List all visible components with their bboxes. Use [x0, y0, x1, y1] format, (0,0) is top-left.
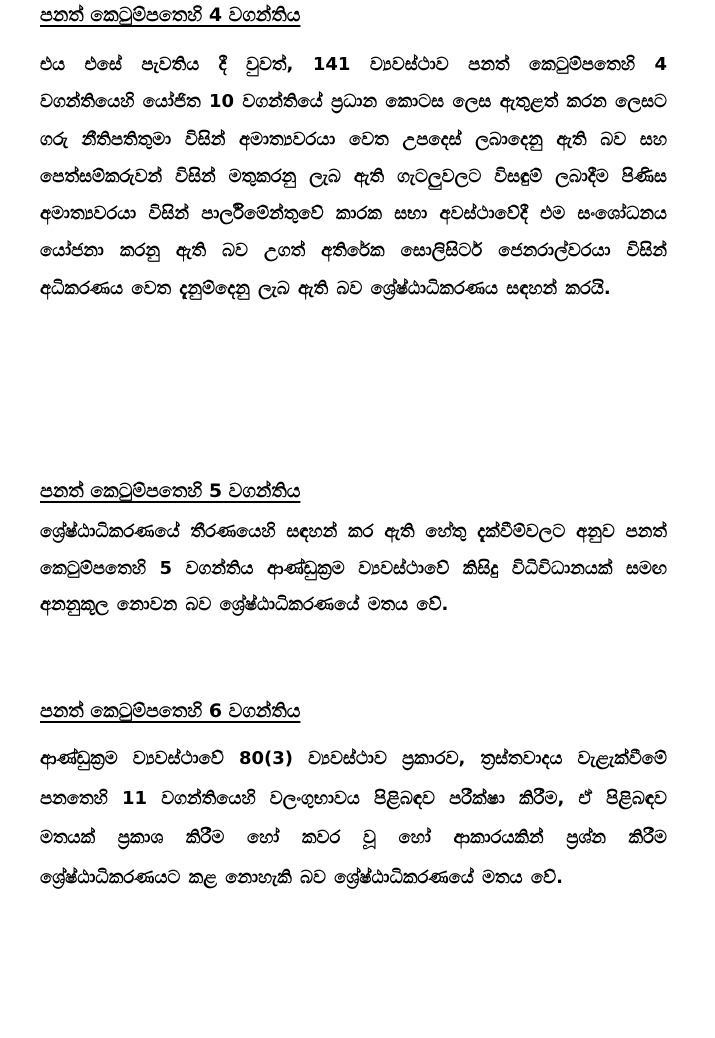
- section-paragraph: එය එසේ පැවතිය දී වුවත්, 141 ව්‍යවස්ථාව පනත් කෙටුම්පතෙහි 4 වගන්තියෙහි යෝජිත 10 වගන්තියේ ප්‍රධාන කොටස ලෙස ඇතුළත් කරන ලෙසට ගරු නීතිපතිතුමා විසින් අමාත්‍යවරයා වෙත උපදෙස් ලබාදෙනු ඇති බව සහ පෙත්සම්කරුවන් විසින් මතුකරනු ලැබ ඇති ගැටලුවලට විසඳුම් ලබාදීම පිණිස අමාත්‍යවරයා විසින් පාර්ලිමේන්තුවේ කාරක සභා අවස්ථාවේදී එම සංශෝධනය යෝජනා කරනු ඇති බව උගත් අතිරේක සොලිසිටර් ජෙනරාල්වරයා විසින් අධිකරණය වෙත දැනුම්දෙනු ලැබ ඇති බව ශ්‍රේෂ්ඨාධිකරණය සඳහන් කරයි.: [40, 54, 667, 299]
- section-heading: පනත් කෙටුම්පතෙහි 5 වගන්තිය: [40, 480, 301, 502]
- section-heading: පනත් කෙටුම්පතෙහි 6 වගන්තිය: [40, 700, 301, 722]
- section-clause-4: [40, 0, 667, 307]
- section-heading: පනත් කෙටුම්පතෙහි 4 වගන්තිය: [40, 4, 301, 26]
- section-paragraph: ආණ්ඩුක්‍රම ව්‍යවස්ථාවේ 80(3) ව්‍යවස්ථාව ප්‍රකාරව, ත්‍රස්තවාදය වැළැක්වීමේ පනතෙහි 11 වගන්තියෙහි වලංගුභාවය පිළිබඳව පරීක්ෂා කිරීම, ඒ පිළිබඳව මතයක් ප්‍රකාශ කිරීම හෝ කවර වූ හෝ ආකාරයකින් ප්‍රශ්න කිරීම ශ්‍රේෂ්ඨාධිකරණයට කළ නොහැකි බව ශ්‍රේෂ්ඨාධිකරණයේ මතය වේ.: [40, 748, 667, 888]
- section-clause-5: [40, 476, 667, 624]
- section-paragraph: ශ්‍රේෂ්ඨාධිකරණයේ තීරණයෙහි සඳහන් කර ඇති හේතු දැක්වීම්වලට අනුව පනත් කෙටුම්පතෙහි 5 වගන්තිය ආණ්ඩුක්‍රම ව්‍යවස්ථාවේ කිසිදු විධිවිධානයක් සමඟ අනනුකූල නොවන බව ශ්‍රේෂ්ඨාධිකරණයේ මතය වේ.: [40, 521, 667, 616]
- section-clause-6: [40, 696, 667, 897]
